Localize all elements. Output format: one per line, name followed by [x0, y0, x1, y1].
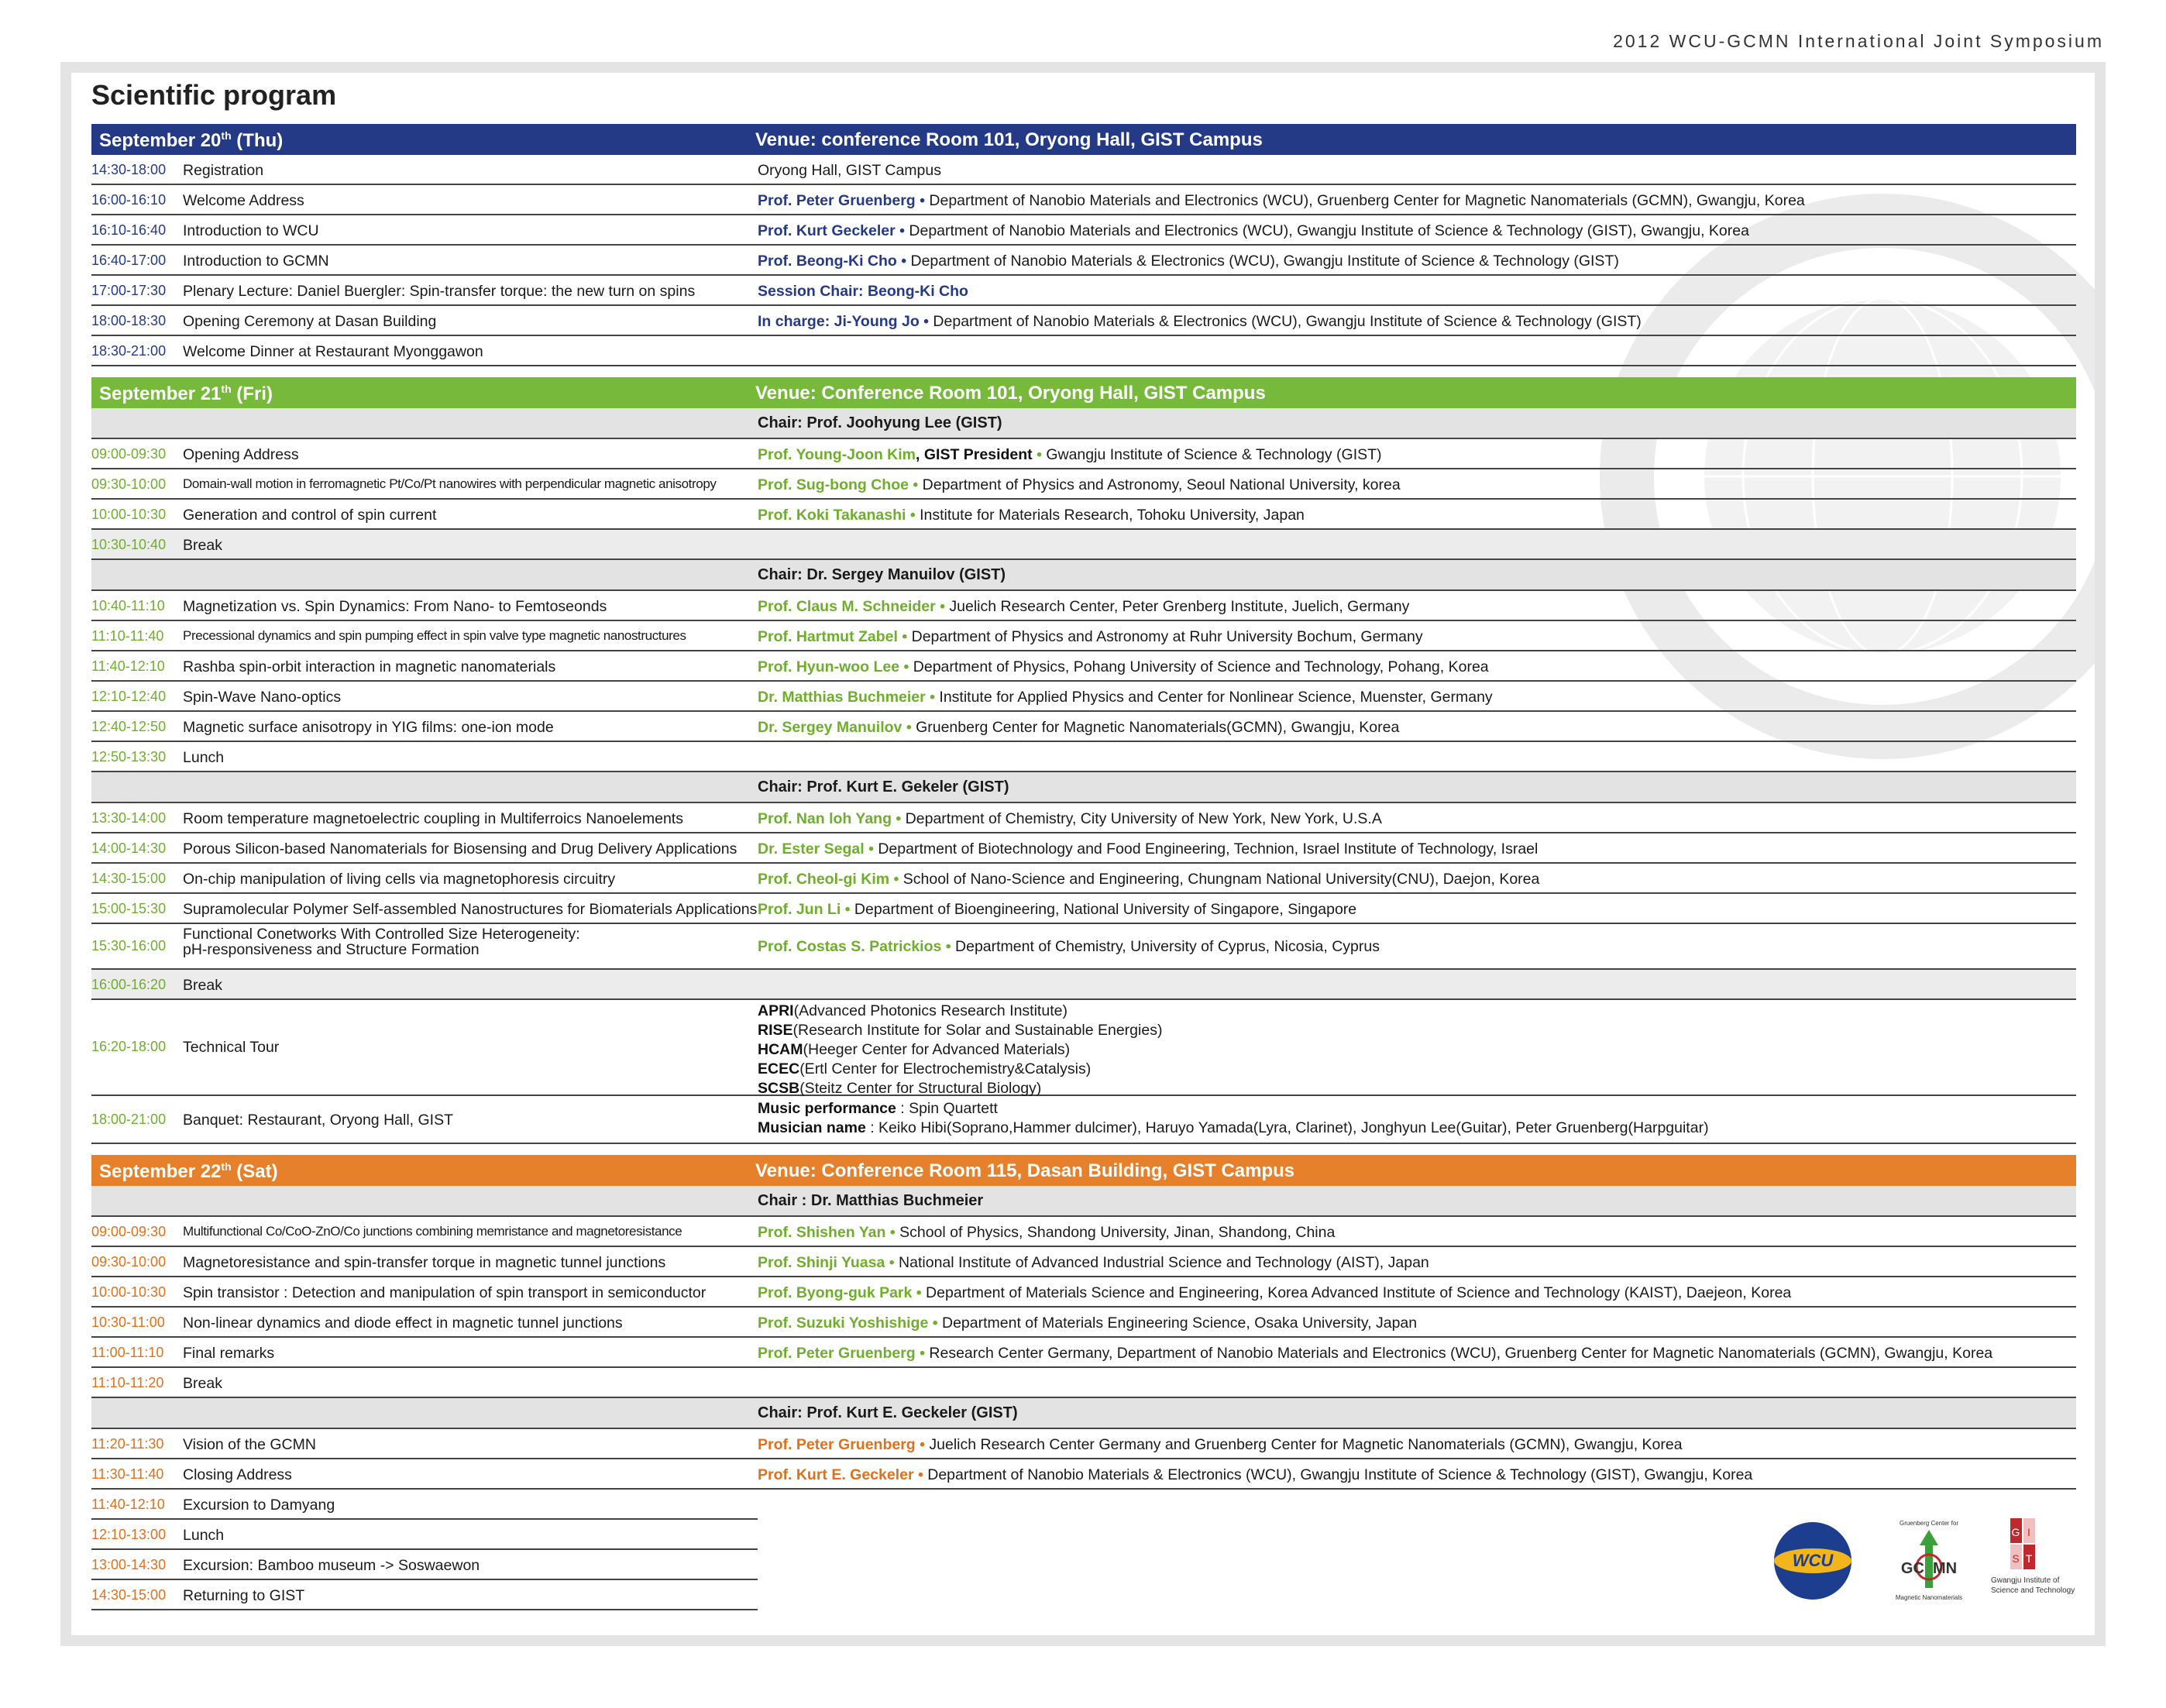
table-row: 11:20-11:30 Vision of the GCMN Prof. Peter Gruenberg • Juelich Research Center Germany and Gruenberg Center for Magnetic Nanomaterials (GCMN), Gwangju, Korea [91, 1429, 2076, 1459]
table-row: 12:40-12:50 Magnetic surface anisotropy in YIG films: one-ion mode Dr. Sergey Manuilov • Gruenberg Center for Magnetic Nanomaterials(GCMN), Gwangju, Korea [91, 712, 2076, 742]
table-row: 17:00-17:30 Plenary Lecture: Daniel Buergler: Spin-transfer torque: the new turn on spins Session Chair: Beong-Ki Cho [91, 276, 2076, 306]
document-header: 2012 WCU-GCMN International Joint Symposium [1613, 31, 2104, 51]
day-date: September 20th (Thu) [99, 129, 284, 151]
day-section-fri [91, 408, 2076, 1144]
table-row: 18:00-18:30 Opening Ceremony at Dasan Building In charge: Ji-Young Jo • Department of Nanobio Materials & Electronics (WCU), Gwangju Institute of Science & Technology (GIST) [91, 306, 2076, 336]
svg-text:G: G [2011, 1526, 2020, 1538]
table-row: 12:10-13:00 Lunch [91, 1520, 758, 1550]
table-row: 11:40-12:10 Excursion to Damyang [91, 1490, 758, 1520]
banquet-details: Music performance : Spin Quartett Musician name : Keiko Hibi(Soprano,Hammer dulcimer), Haruyo Yamada(Lyra, Clarinet), Jonghyun Lee(Guitar), Peter Gruenberg(Harpguitar) [758, 1100, 1709, 1136]
table-row: 10:40-11:10 Magnetization vs. Spin Dynamics: From Nano- to Femtoseonds Prof. Claus M. Schneider • Juelich Research Center, Peter Grenberg Institute, Juelich, Germany [91, 591, 2076, 621]
svg-text:Gwangju Institute of: Gwangju Institute of [1991, 1576, 2060, 1585]
table-row: 18:30-21:00 Welcome Dinner at Restaurant Myonggawon [91, 336, 2076, 366]
chair-row: Chair: Prof. Joohyung Lee (GIST) [91, 408, 2076, 439]
day-header-sat [91, 1155, 2076, 1186]
day-header-thu [91, 124, 2076, 155]
day-venue: Venue: Conference Room 115, Dasan Building, GIST Campus [755, 1160, 1295, 1181]
svg-text:I: I [2027, 1526, 2030, 1538]
svg-text:T: T [2025, 1552, 2033, 1565]
table-row: 15:00-15:30 Supramolecular Polymer Self-assembled Nanostructures for Biomaterials Applications Prof. Jun Li • Department of Bioengineering, National University of Singapore, Singapore [91, 894, 2076, 924]
table-row: 12:50-13:30 Lunch [91, 742, 2076, 772]
svg-text:WCU: WCU [1792, 1551, 1834, 1570]
table-row: 16:00-16:10 Welcome Address Prof. Peter Gruenberg • Department of Nanobio Materials and Electronics (WCU), Gruenberg Center for Magnetic Nanomaterials (GCMN), Gwangju, Korea [91, 185, 2076, 215]
program-table [91, 124, 2076, 1610]
table-row: 09:30-10:00 Domain-wall motion in ferromagnetic Pt/Co/Pt nanowires with perpendicular magnetic anisotropy Prof. Sug-bong Choe • Department of Physics and Astronomy, Seoul National University, korea [91, 469, 2076, 500]
table-row: 14:30-18:00 Registration Oryong Hall, GIST Campus [91, 155, 2076, 185]
table-row: 11:30-11:40 Closing Address Prof. Kurt E. Geckeler • Department of Nanobio Materials & Electronics (WCU), Gwangju Institute of Science & Technology (GIST), Gwangju, Korea [91, 1459, 2076, 1490]
table-row: 14:30-15:00 Returning to GIST [91, 1580, 758, 1610]
table-row: 09:00-09:30 Multifunctional Co/CoO-ZnO/Co junctions combining memristance and magnetoresistance Prof. Shishen Yan • School of Physics, Shandong University, Jinan, Shandong, China [91, 1217, 2076, 1247]
table-row: 16:10-16:40 Introduction to WCU Prof. Kurt Geckeler • Department of Nanobio Materials and Electronics (WCU), Gwangju Institute of Science & Technology (GIST), Gwangju, Korea [91, 215, 2076, 246]
wcu-logo-icon [1774, 1522, 1851, 1600]
technical-tour-row: 16:20-18:00 Technical Tour APRI(Advanced Photonics Research Institute) RISE(Research Institute for Solar and Sustainable Energies) HCAM(Heeger Center for Advanced Materials) ECEC(Ertl Center for Electrochemistry&Catalysis) SCSB(Steitz Center for Structural Biology) [91, 1000, 2076, 1096]
svg-text:S: S [2012, 1552, 2020, 1565]
break-row: 10:30-10:40 Break [91, 530, 2076, 560]
table-row: 10:00-10:30 Generation and control of spin current Prof. Koki Takanashi • Institute for Materials Research, Tohoku University, Japan [91, 500, 2076, 530]
table-row: 13:00-14:30 Excursion: Bamboo museum -> Soswaewon [91, 1550, 758, 1580]
table-row: 13:30-14:00 Room temperature magnetoelectric coupling in Multiferroics Nanoelements Prof. Nan loh Yang • Department of Chemistry, City University of New York, New York, U.S.A [91, 803, 2076, 833]
day-section-thu [91, 155, 2076, 366]
table-row: 10:00-10:30 Spin transistor : Detection and manipulation of spin transport in semiconductor Prof. Byong-guk Park • Department of Materials Science and Engineering, Korea Advanced Institute of Science and Technology (KAIST), Daejeon, Korea [91, 1277, 2076, 1308]
svg-text:Magnetic Nanomaterials: Magnetic Nanomaterials [1895, 1594, 1963, 1601]
table-row: 16:40-17:00 Introduction to GCMN Prof. Beong-Ki Cho • Department of Nanobio Materials & Electronics (WCU), Gwangju Institute of Science & Technology (GIST) [91, 246, 2076, 276]
chair-row: Chair: Dr. Sergey Manuilov (GIST) [91, 560, 2076, 591]
table-row: 11:00-11:10 Final remarks Prof. Peter Gruenberg • Research Center Germany, Department of Nanobio Materials and Electronics (WCU), Gruenberg Center for Magnetic Nanomaterials (GCMN), Gwangju, Korea [91, 1338, 2076, 1368]
svg-text:GC MN: GC MN [1900, 1560, 1958, 1577]
chair-row: Chair: Prof. Kurt E. Gekeler (GIST) [91, 772, 2076, 803]
day-date: September 22th (Sat) [99, 1160, 278, 1182]
day-venue: Venue: conference Room 101, Oryong Hall, GIST Campus [755, 129, 1263, 150]
table-row: 14:30-15:00 On-chip manipulation of living cells via magnetophoresis circuitry Prof. Cheol-gi Kim • School of Nano-Science and Engineering, Chungnam National University(CNU), Daejon, Korea [91, 864, 2076, 894]
table-row: 12:10-12:40 Spin-Wave Nano-optics Dr. Matthias Buchmeier • Institute for Applied Physics and Center for Nonlinear Science, Muenster, Germany [91, 682, 2076, 712]
table-row: 11:40-12:10 Rashba spin-orbit interaction in magnetic nanomaterials Prof. Hyun-woo Lee • Department of Physics, Pohang University of Science and Technology, Pohang, Korea [91, 651, 2076, 682]
gist-logo-icon [1991, 1518, 2075, 1595]
page-title: Scientific program [91, 79, 337, 111]
session-two-line: Functional Conetworks With Controlled Size Heterogeneity: pH-responsiveness and Structure Formation [183, 926, 580, 958]
banquet-row: 18:00-21:00 Banquet: Restaurant, Oryong Hall, GIST Music performance : Spin Quartett Musician name : Keiko Hibi(Soprano,Hammer dulcimer), Haruyo Yamada(Lyra, Clarinet), Jonghyun Lee(Guitar), Peter Gruenberg(Harpguitar) [91, 1096, 2076, 1144]
svg-text:Gruenberg Center for: Gruenberg Center for [1899, 1520, 1959, 1527]
gcmn-logo-icon [1896, 1520, 1962, 1601]
table-row: 14:00-14:30 Porous Silicon-based Nanomaterials for Biosensing and Drug Delivery Applications Dr. Ester Segal • Department of Biotechnology and Food Engineering, Technion, Israel Institute of Technology, Israel [91, 833, 2076, 864]
chair-row: Chair: Prof. Kurt E. Geckeler (GIST) [91, 1398, 2076, 1429]
table-row: 11:10-11:20 Break [91, 1368, 2076, 1398]
break-row: 16:00-16:20 Break [91, 970, 2076, 1000]
table-row: 09:00-09:30 Opening Address Prof. Young-Joon Kim, GIST President • Gwangju Institute of Science & Technology (GIST) [91, 439, 2076, 469]
day-header-fri [91, 377, 2076, 408]
table-row: 10:30-11:00 Non-linear dynamics and diode effect in magnetic tunnel junctions Prof. Suzuki Yoshishige • Department of Materials Engineering Science, Osaka University, Japan [91, 1308, 2076, 1338]
day-date: September 21th (Fri) [99, 383, 273, 404]
table-row: 15:30-16:00 Functional Conetworks With Controlled Size Heterogeneity: pH-responsiveness and Structure Formation Prof. Costas S. Patrickios • Department of Chemistry, University of Cyprus, Nicosia, Cyprus [91, 924, 2076, 970]
svg-text:Science and Technology: Science and Technology [1991, 1586, 2075, 1595]
day-venue: Venue: Conference Room 101, Oryong Hall, GIST Campus [755, 383, 1266, 404]
tour-list: APRI(Advanced Photonics Research Institute) RISE(Research Institute for Solar and Sustainable Energies) HCAM(Heeger Center for Advanced Materials) ECEC(Ertl Center for Electrochemistry&Catalysis) SCSB(Steitz Center for Structural Biology) [758, 1002, 1163, 1097]
table-row: 09:30-10:00 Magnetoresistance and spin-transfer torque in magnetic tunnel junctions Prof. Shinji Yuasa • National Institute of Advanced Industrial Science and Technology (AIST), Japan [91, 1247, 2076, 1277]
table-row: 11:10-11:40 Precessional dynamics and spin pumping effect in spin valve type magnetic nanostructures Prof. Hartmut Zabel • Department of Physics and Astronomy at Ruhr University Bochum, Germany [91, 621, 2076, 651]
chair-row: Chair : Dr. Matthias Buchmeier [91, 1186, 2076, 1217]
sponsor-logos [1774, 1514, 2084, 1607]
